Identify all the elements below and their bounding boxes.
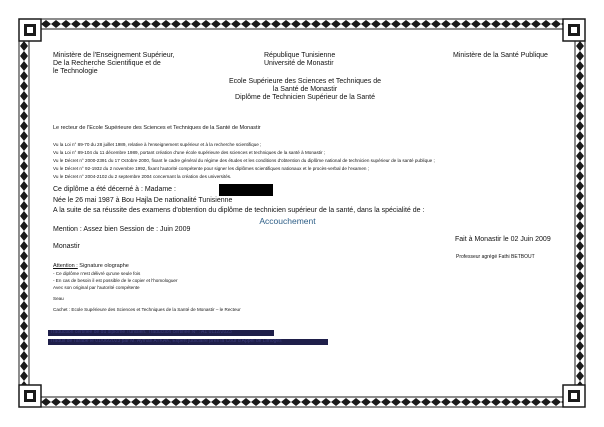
border-pattern: [151, 20, 161, 28]
border-pattern: [121, 398, 131, 406]
border-pattern: [576, 131, 584, 141]
border-pattern: [576, 41, 584, 51]
border-pattern: [201, 20, 211, 28]
border-pattern: [576, 181, 584, 191]
border-pattern: [81, 20, 91, 28]
border-pattern: [271, 398, 281, 406]
border-pattern: [471, 20, 481, 28]
border-pattern: [191, 20, 201, 28]
legal-references: [53, 141, 435, 181]
border-pattern: [576, 191, 584, 201]
border-pattern: [341, 20, 351, 28]
border-pattern: [131, 398, 141, 406]
border-pattern: [81, 398, 91, 406]
border-pattern: [221, 398, 231, 406]
border-pattern: [501, 398, 511, 406]
note-item: Avec son original par l'autorité compétente: [53, 285, 140, 290]
border-pattern: [441, 20, 451, 28]
border-pattern: [511, 398, 521, 406]
border-pattern: [71, 20, 81, 28]
border-pattern: [20, 41, 28, 51]
border-pattern: [20, 101, 28, 111]
border-pattern: [541, 398, 551, 406]
republic-heading: République Tunisienne Université de Monastir: [264, 52, 336, 68]
border-pattern: [20, 171, 28, 181]
border-pattern: [61, 398, 71, 406]
border-pattern: [20, 261, 28, 271]
border-pattern: [20, 241, 28, 251]
border-pattern: [20, 341, 28, 351]
note-item: - En cas de besoin il est possible de le copier et l'homologuer: [53, 278, 178, 283]
border-pattern: [576, 371, 584, 381]
border-pattern: [20, 191, 28, 201]
border-pattern: [231, 398, 241, 406]
border-pattern: [20, 81, 28, 91]
border-pattern: [241, 398, 251, 406]
border-pattern: [261, 20, 271, 28]
border-pattern: [576, 221, 584, 231]
border-pattern: [20, 231, 28, 241]
ministry-education-heading: Ministère de l'Enseignement Supérieur, De la Recherche Scientifique et de le Technologie: [53, 52, 175, 76]
border-pattern: [576, 281, 584, 291]
border-pattern: [281, 398, 291, 406]
border-pattern: [521, 20, 531, 28]
border-pattern: [531, 398, 541, 406]
border-pattern: [576, 271, 584, 281]
border-pattern: [411, 20, 421, 28]
border-pattern: [391, 20, 401, 28]
border-pattern: [431, 20, 441, 28]
border-pattern: [20, 131, 28, 141]
border-pattern: [20, 161, 28, 171]
border-pattern: [576, 261, 584, 271]
border-pattern: [576, 141, 584, 151]
border-pattern: [311, 398, 321, 406]
border-pattern: [291, 398, 301, 406]
border-pattern: [421, 20, 431, 28]
border-pattern: [481, 20, 491, 28]
border-pattern: [291, 20, 301, 28]
border-pattern: [221, 20, 231, 28]
border-pattern: [331, 20, 341, 28]
border-pattern: [231, 20, 241, 28]
border-pattern: [576, 211, 584, 221]
signatory: Professeur agrégé Fathi BETBOUT: [456, 254, 535, 260]
border-pattern: [20, 271, 28, 281]
border-pattern: [351, 398, 361, 406]
border-pattern: [576, 71, 584, 81]
border-pattern: [341, 398, 351, 406]
border-pattern: [20, 71, 28, 81]
specialty: Accouchement: [259, 216, 316, 226]
legal-item: Vu la Loi n° 89-104 du 11 décembre 1989, portant création d'une école supérieure des sciences et techniques de la santé à Monastir ;: [53, 150, 326, 155]
border-pattern: [371, 398, 381, 406]
border-pattern: [71, 398, 81, 406]
border-pattern: [91, 398, 101, 406]
border-pattern: [351, 20, 361, 28]
border-pattern: [401, 20, 411, 28]
border-pattern: [20, 321, 28, 331]
border-pattern: [501, 20, 511, 28]
mention-line: Mention : Assez bien Session de : Juin 2009: [53, 226, 191, 233]
border-pattern: [531, 20, 541, 28]
border-pattern: [20, 251, 28, 261]
legal-item: Vu le Décret n° 92-1932 du 2 novembre 1992, fixant l'autorité compétente pour signer les diplômes scientifiques nationaux et le procès-verbal de l'examen ;: [53, 166, 369, 171]
border-pattern: [431, 398, 441, 406]
border-pattern: [91, 20, 101, 28]
border-pattern: [20, 151, 28, 161]
legal-item: Vu le Décret n° 2000-2391 du 17 Octobre 2000, fixant le cadre général du régime des études et les conditions d'obtention du diplôme national de technicien supérieur de la santé publique ;: [53, 158, 435, 163]
border-pattern: [171, 20, 181, 28]
border-pattern: [20, 201, 28, 211]
border-pattern: [251, 398, 261, 406]
note-item: - Ce diplôme n'est délivré qu'une seule fois: [53, 271, 141, 276]
border-corner: [571, 27, 577, 33]
border-pattern: [181, 20, 191, 28]
border-pattern: [41, 20, 51, 28]
border-pattern: [171, 398, 181, 406]
border-pattern: [551, 20, 561, 28]
border-pattern: [20, 121, 28, 131]
redacted-name: [219, 184, 273, 196]
border-pattern: [20, 371, 28, 381]
border-pattern: [261, 398, 271, 406]
border-pattern: [576, 171, 584, 181]
border-pattern: [181, 398, 191, 406]
border-pattern: [576, 101, 584, 111]
border-pattern: [576, 361, 584, 371]
border-pattern: [20, 361, 28, 371]
border-pattern: [511, 20, 521, 28]
institution-title: Ecole Supérieure des Sciences et Techniques de la Santé de Monastir Diplôme de Technicien Supérieur de la Santé: [228, 78, 382, 102]
border-pattern: [391, 398, 401, 406]
border-pattern: [101, 398, 111, 406]
translation-certification: Traduction certifiée de du diplôme Tunisien. Traduction certifiée N° : A1 0112/2023: [48, 330, 274, 336]
border-pattern: [20, 281, 28, 291]
border-pattern: [20, 331, 28, 341]
border-pattern: [20, 111, 28, 121]
border-corner: [27, 393, 33, 399]
border-pattern: [361, 398, 371, 406]
border-pattern: [576, 91, 584, 101]
border-pattern: [461, 398, 471, 406]
border-corner: [27, 27, 33, 33]
border-pattern: [20, 51, 28, 61]
cachet-line: Cachet : Ecole Supérieure des Sciences et Techniques de la Santé de Monastir – le Recteur: [53, 307, 241, 312]
border-pattern: [576, 351, 584, 361]
border-pattern: [101, 20, 111, 28]
border-pattern: [576, 231, 584, 241]
border-pattern: [20, 311, 28, 321]
border-pattern: [201, 398, 211, 406]
border-pattern: [576, 241, 584, 251]
border-pattern: [576, 251, 584, 261]
award-recipient-line: Ce diplôme a été décerné à : Madame :: [53, 186, 176, 193]
border-pattern: [411, 398, 421, 406]
border-pattern: [576, 151, 584, 161]
border-pattern: [131, 20, 141, 28]
border-pattern: [111, 20, 121, 28]
border-pattern: [576, 291, 584, 301]
border-pattern: [311, 20, 321, 28]
border-pattern: [576, 81, 584, 91]
border-pattern: [371, 20, 381, 28]
border-pattern: [20, 61, 28, 71]
border-corner: [571, 393, 577, 399]
border-pattern: [111, 398, 121, 406]
border-pattern: [451, 398, 461, 406]
border-pattern: [321, 20, 331, 28]
border-pattern: [20, 221, 28, 231]
border-pattern: [576, 331, 584, 341]
border-pattern: [141, 398, 151, 406]
border-pattern: [471, 398, 481, 406]
border-pattern: [51, 20, 61, 28]
border-pattern: [20, 211, 28, 221]
border-pattern: [481, 398, 491, 406]
border-pattern: [331, 398, 341, 406]
border-pattern: [20, 301, 28, 311]
border-pattern: [491, 20, 501, 28]
border-pattern: [41, 398, 51, 406]
border-pattern: [576, 121, 584, 131]
border-pattern: [161, 398, 171, 406]
border-pattern: [576, 301, 584, 311]
border-pattern: [61, 20, 71, 28]
exam-line: A la suite de sa réussite des examens d'obtention du diplôme de technicien supérieur de la santé, dans la spécialité de :: [53, 207, 425, 214]
border-pattern: [20, 181, 28, 191]
border-pattern: [241, 20, 251, 28]
border-pattern: [51, 398, 61, 406]
issue-date: Fait à Monastir le 02 Juin 2009: [455, 236, 551, 243]
attention-line: Attention : Signature olographe: [53, 263, 129, 269]
border-pattern: [151, 398, 161, 406]
border-pattern: [271, 20, 281, 28]
border-pattern: [521, 398, 531, 406]
border-pattern: [576, 111, 584, 121]
border-pattern: [121, 20, 131, 28]
border-pattern: [576, 61, 584, 71]
rector-intro: Le recteur de l'Ecole Supérieure des Sciences et Techniques de la Santé de Monastir: [53, 125, 261, 131]
border-pattern: [321, 398, 331, 406]
border-pattern: [381, 20, 391, 28]
border-pattern: [576, 341, 584, 351]
border-pattern: [141, 20, 151, 28]
border-pattern: [576, 161, 584, 171]
border-pattern: [541, 20, 551, 28]
border-pattern: [281, 20, 291, 28]
border-pattern: [576, 311, 584, 321]
border-pattern: [301, 398, 311, 406]
border-pattern: [20, 91, 28, 101]
border-pattern: [576, 321, 584, 331]
place: Monastir: [53, 243, 80, 250]
border-pattern: [20, 141, 28, 151]
border-pattern: [191, 398, 201, 406]
border-pattern: [576, 51, 584, 61]
border-pattern: [461, 20, 471, 28]
seal-label: Seau: [53, 296, 64, 301]
border-pattern: [20, 351, 28, 361]
border-pattern: [361, 20, 371, 28]
border-pattern: [381, 398, 391, 406]
legal-item: Vu le Décret n° 2004-2102 du 2 septembre 2004 concernant la création des universités.: [53, 174, 232, 179]
translator-note: Traduit de l'arabe le 01/06/2023 par M. Ayman ATKAK, Expert judiciaire près la Cour d'Appel de Limoges: [48, 339, 328, 345]
legal-item: Vu la Loi n° 89-70 du 28 juillet 1989, relative à l'enseignement supérieur et à la recherche scientifique ;: [53, 142, 262, 147]
border-pattern: [161, 20, 171, 28]
border-pattern: [441, 398, 451, 406]
attention-notes: [53, 270, 177, 291]
border-pattern: [401, 398, 411, 406]
ministry-health-heading: Ministère de la Santé Publique: [453, 52, 548, 59]
border-pattern: [251, 20, 261, 28]
border-pattern: [451, 20, 461, 28]
birth-line: Née le 26 mai 1987 à Bou Hajla De nationalité Tunisienne: [53, 197, 233, 204]
border-pattern: [301, 20, 311, 28]
border-pattern: [20, 291, 28, 301]
border-pattern: [551, 398, 561, 406]
border-pattern: [421, 398, 431, 406]
border-pattern: [576, 201, 584, 211]
border-pattern: [211, 20, 221, 28]
border-pattern: [211, 398, 221, 406]
border-pattern: [491, 398, 501, 406]
